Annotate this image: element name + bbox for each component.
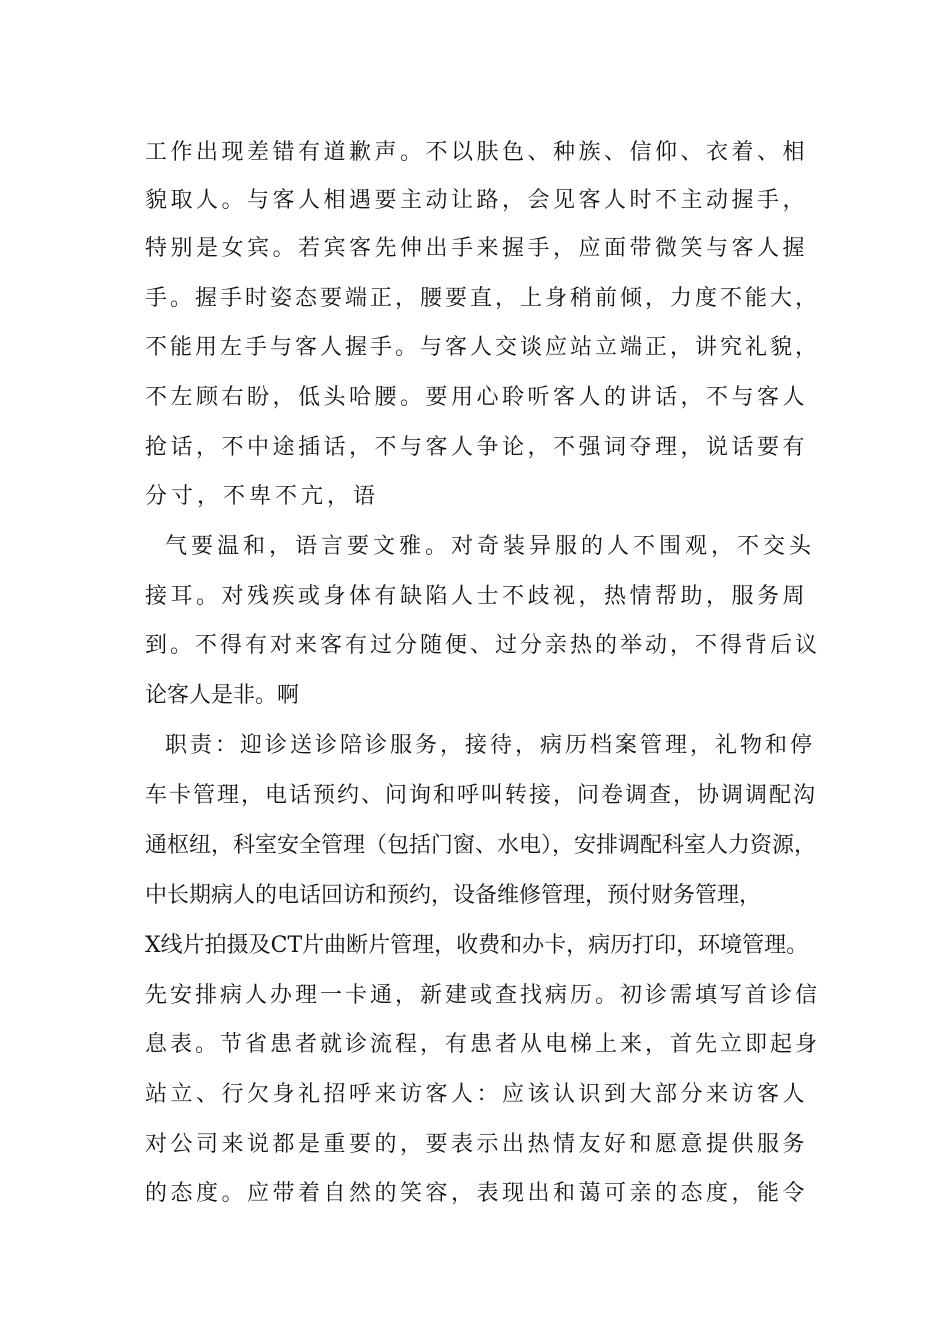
text-line: 通枢纽，科室安全管理（包括门窗、水电），安排调配科室人力资源， — [145, 833, 817, 858]
text-line: 息表。节省患者就诊流程，有患者从电梯上来，首先立即起身 — [145, 1032, 821, 1057]
text-line: 气要温和，语言要文雅。对奇装异服的人不围观，不交头 — [165, 534, 816, 559]
text-line: 手。握手时姿态要端正，腰要直，上身稍前倾，力度不能大， — [145, 286, 821, 311]
text-line: 工作出现差错有道歉声。不以肤色、种族、信仰、衣着、相 — [145, 140, 809, 165]
text-line: 不左顾右盼，低头哈腰。要用心聆听客人的讲话，不与客人 — [145, 385, 809, 410]
text-line: 的态度。应带着自然的笑容，表现出和蔼可亲的态度，能令 — [145, 1181, 809, 1206]
text-line: 分寸，不卑不亢，语 — [145, 484, 380, 509]
text-line: 不能用左手与客人握手。与客人交谈应站立端正，讲究礼貌， — [145, 335, 821, 360]
text-line: 对公司来说都是重要的，要表示出热情友好和愿意提供服务 — [145, 1132, 809, 1157]
text-line: 貌取人。与客人相遇要主动让路，会见客人时不主动握手， — [145, 188, 809, 213]
text-line: 中长期病人的电话回访和预约，设备维修管理，预付财务管理， — [145, 883, 762, 908]
text-line: 站立、行欠身礼招呼来访客人：应该认识到大部分来访客人 — [145, 1082, 809, 1107]
text-line: 特别是女宾。若宾客先伸出手来握手，应面带微笑与客人握 — [145, 236, 809, 261]
text-line: 抢话，不中途插话，不与客人争论，不强词夺理，说话要有 — [145, 435, 809, 460]
text-line: 到。不得有对来客有过分随便、过分亲热的举动，不得背后议 — [145, 633, 821, 658]
text-line: 车卡管理，电话预约、问询和呼叫转接，问卷调查，协调调配沟 — [145, 783, 818, 808]
text-line: 先安排病人办理一卡通，新建或查找病历。初诊需填写首诊信 — [145, 983, 821, 1008]
text-line: 职责：迎诊送诊陪诊服务，接待，病历档案管理，礼物和停 — [165, 733, 816, 758]
text-line: X线片拍摄及CT片曲断片管理，收费和办卡，病历打印，环境管理。 — [145, 933, 809, 958]
text-line: 接耳。对残疾或身体有缺陷人士不歧视，热情帮助，服务周 — [145, 584, 809, 609]
text-line: 论客人是非。啊 — [145, 683, 300, 708]
